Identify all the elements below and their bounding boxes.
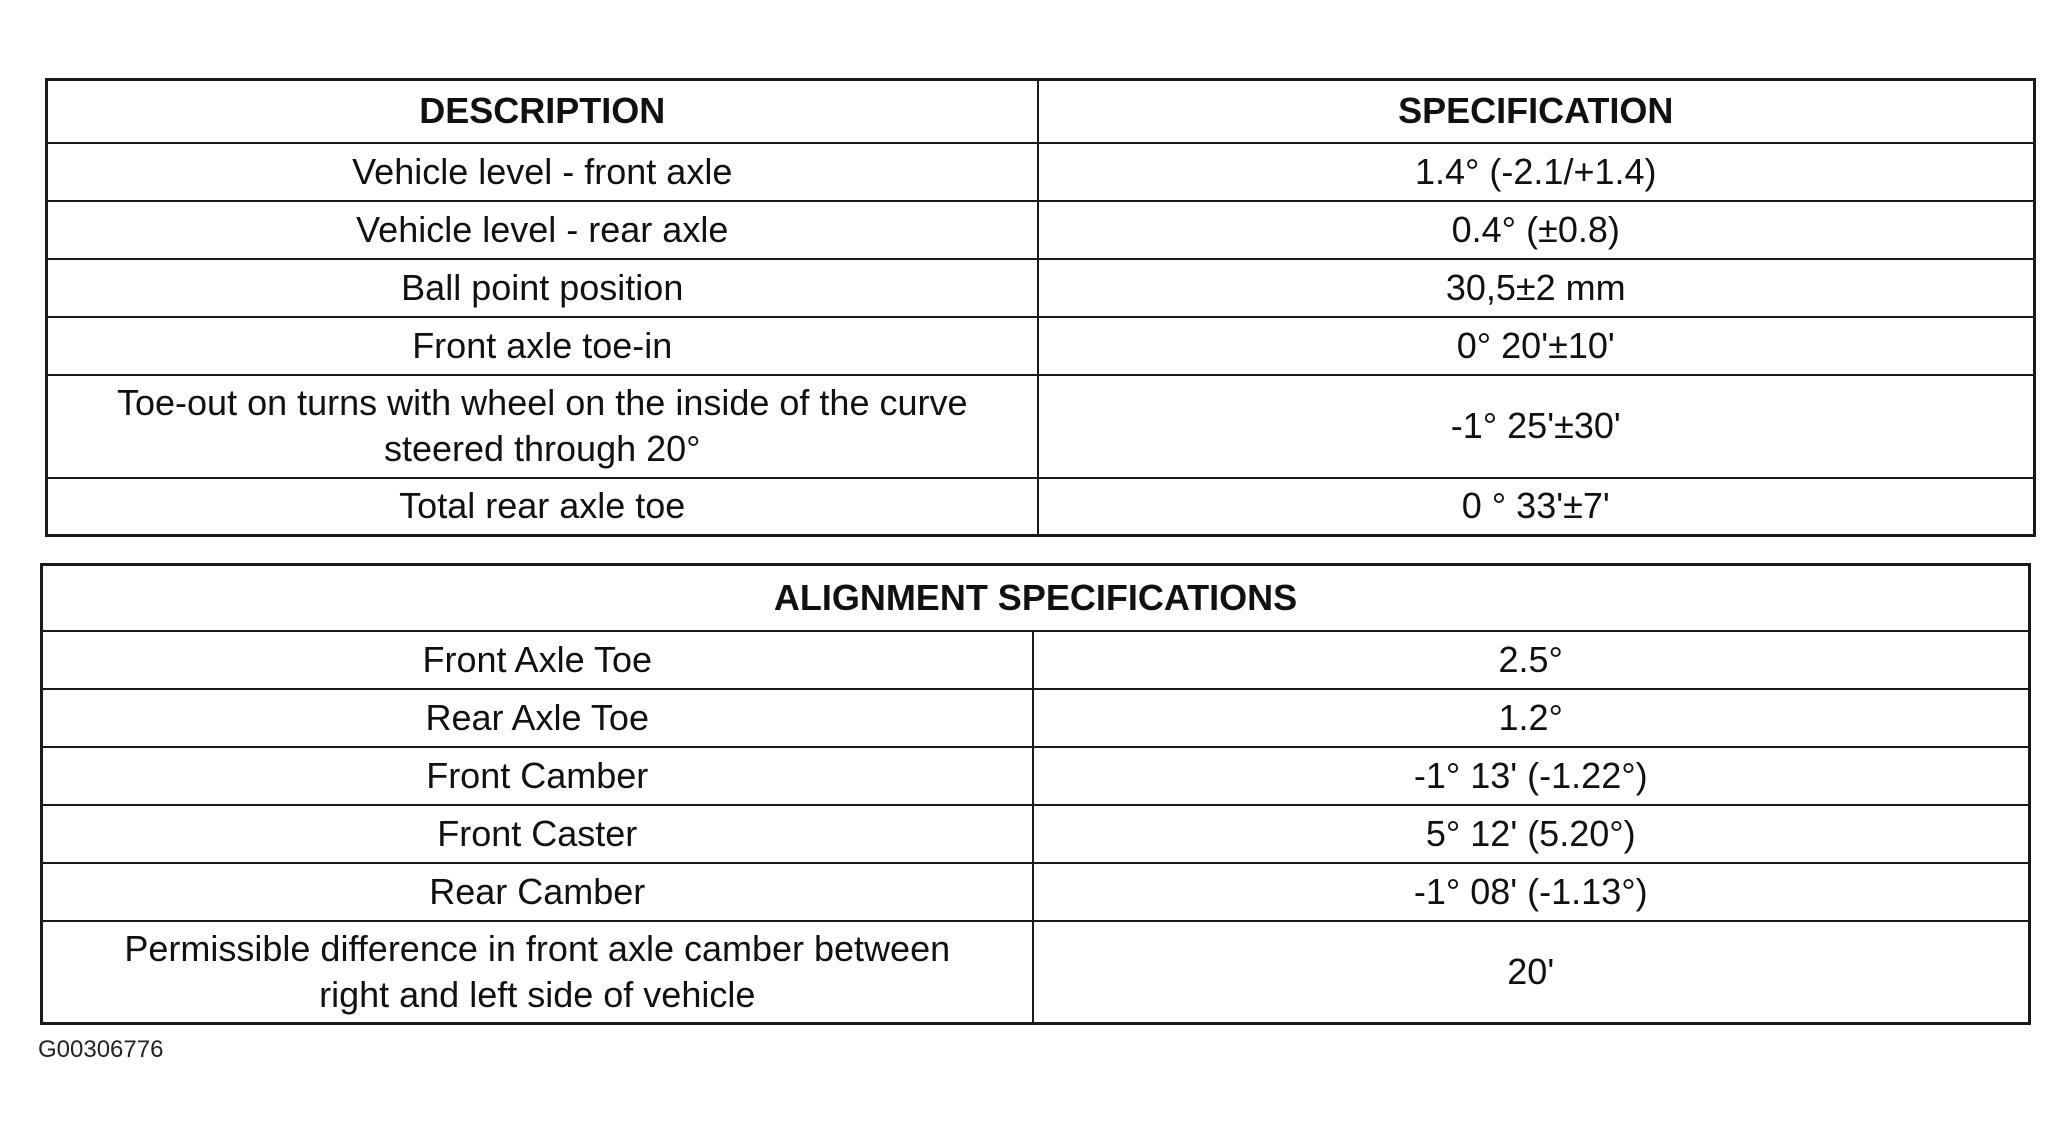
description-line: steered through 20° xyxy=(383,428,701,469)
description-cell: Front Camber xyxy=(42,747,1033,805)
table-header-row xyxy=(47,80,2035,143)
description-cell: Ball point position xyxy=(47,259,1038,317)
alignment-spec-table xyxy=(40,563,2031,1025)
figure-id-label: G00306776 xyxy=(38,1036,164,1063)
alignment-table-title: ALIGNMENT SPECIFICATIONS xyxy=(42,565,2030,631)
description-cell: Total rear axle toe xyxy=(47,478,1038,536)
table-row xyxy=(42,921,2030,1024)
table-row xyxy=(47,143,2035,201)
specification-cell: 30,5±2 mm xyxy=(1038,259,2035,317)
specification-cell: 0° 20'±10' xyxy=(1038,317,2035,375)
description-line: Toe-out on turns with wheel on the inside of the curve xyxy=(117,382,968,423)
specification-cell: 1.4° (-2.1/+1.4) xyxy=(1038,143,2035,201)
description-line: Permissible difference in front axle camber between xyxy=(124,927,951,969)
specification-cell: 0.4° (±0.8) xyxy=(1038,201,2035,259)
table-row xyxy=(47,201,2035,259)
description-line: right and left side of vehicle xyxy=(319,973,756,1015)
specification-column-header: SPECIFICATION xyxy=(1038,80,2035,143)
description-cell: Front axle toe-in xyxy=(47,317,1038,375)
table-row xyxy=(47,317,2035,375)
description-column-header: DESCRIPTION xyxy=(47,80,1038,143)
table-title-row xyxy=(42,565,2030,631)
table-row xyxy=(42,805,2030,863)
specification-cell: 20' xyxy=(1033,921,2030,1024)
table-row xyxy=(47,259,2035,317)
vehicle-level-spec-table xyxy=(45,78,2036,537)
description-cell: Front Caster xyxy=(42,805,1033,863)
description-cell: Rear Camber xyxy=(42,863,1033,921)
specification-cell: 5° 12' (5.20°) xyxy=(1033,805,2030,863)
specification-cell: 2.5° xyxy=(1033,631,2030,689)
table-row xyxy=(42,689,2030,747)
description-cell xyxy=(47,375,1038,478)
table-row xyxy=(42,863,2030,921)
description-cell: Rear Axle Toe xyxy=(42,689,1033,747)
specification-cell: 0 ° 33'±7' xyxy=(1038,478,2035,536)
description-cell: Front Axle Toe xyxy=(42,631,1033,689)
table-row xyxy=(47,375,2035,478)
specification-cell: -1° 25'±30' xyxy=(1038,375,2035,478)
table-row xyxy=(42,747,2030,805)
description-cell: Vehicle level - rear axle xyxy=(47,201,1038,259)
description-cell: Vehicle level - front axle xyxy=(47,143,1038,201)
specification-cell: -1° 13' (-1.22°) xyxy=(1033,747,2030,805)
specification-cell: -1° 08' (-1.13°) xyxy=(1033,863,2030,921)
specification-cell: 1.2° xyxy=(1033,689,2030,747)
description-cell xyxy=(42,921,1033,1024)
table-row xyxy=(42,631,2030,689)
table-row xyxy=(47,478,2035,536)
